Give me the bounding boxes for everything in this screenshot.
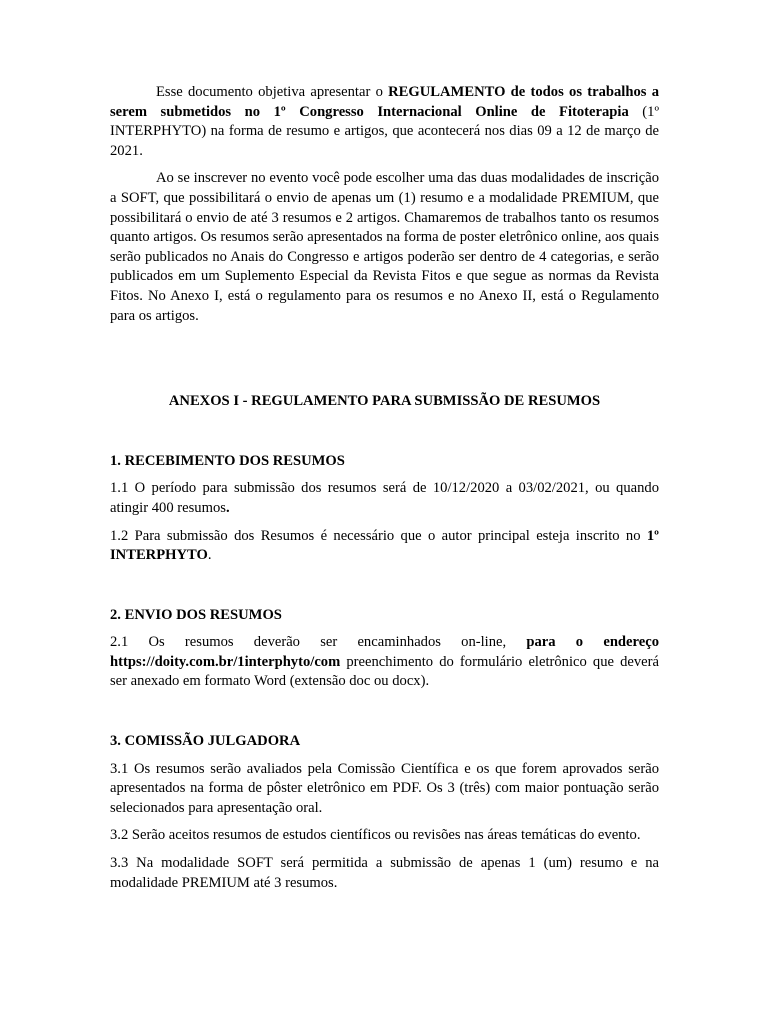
section-1-paragraph-2 <box>110 527 659 566</box>
section-3-paragraph-2: 3.2 Serão aceitos resumos de estudos científicos ou revisões nas áreas temáticas do evento. <box>110 827 641 844</box>
section-2-1-bold-address: para o endereço https://doity.com.br/1interphyto/com <box>110 634 659 670</box>
section-1-1-text: 1.1 O período para submissão dos resumos será de 10/12/2020 a 03/02/2021, ou quando atingir 400 resumos <box>110 480 659 516</box>
intro-bold-text: REGULAMENTO de todos os trabalhos a serem submetidos no 1º Congresso Internacional Online de Fitoterapia <box>110 84 659 120</box>
section-1-paragraph-1 <box>110 479 659 518</box>
section-1-2-bold: 1º INTERPHYTO <box>110 527 659 564</box>
section-3-paragraph-1: 3.1 Os resumos serão avaliados pela Comissão Científica e os que forem aprovados serão apresentados na forma de pôster eletrônico em PDF. Os 3 (três) com maior pontuação serão selecionados para apresentação oral. <box>110 760 659 816</box>
section-2-paragraph-1 <box>110 633 659 692</box>
intro-paragraph-2: Ao se inscrever no evento você pode escolher uma das duas modalidades de inscrição a SOFT, que possibilitará o envio de apenas um (1) resumo e a modalidade PREMIUM, que possibilitará o envio de até 3 resumos e 2 artigos. Chamaremos de trabalhos tanto os resumos quanto artigos. Os resumos serão apresentados na forma de poster eletrônico online, aos quais serão publicados no Anais do Congresso e artigos poderão ser dentro de 4 categorias, e serão publicados em um Suplemento Especial da Revista Fitos e que segue as normas da Revista Fitos. No Anexo I, está o regulamento para os resumos e no Anexo II, está o Regulamento para os artigos. <box>110 170 659 324</box>
document-page <box>110 83 659 893</box>
intro-paragraph-1 <box>110 83 659 161</box>
section-2-heading: 2. ENVIO DOS RESUMOS <box>110 606 282 623</box>
intro-text: Esse documento objetiva apresentar o <box>156 84 389 100</box>
section-3-paragraph-3: 3.3 Na modalidade SOFT será permitida a submissão de apenas 1 (um) resumo e na modalidade PREMIUM até 3 resumos. <box>110 855 659 891</box>
section-2-1-text: 2.1 Os resumos deverão ser encaminhados on-line, <box>110 634 527 651</box>
section-1-2-text: 1.2 Para submissão dos Resumos é necessário que o autor principal esteja inscrito no <box>110 527 647 544</box>
section-2-1-end: preenchimento do formulário eletrônico que deverá ser anexado em formato Word (extensão doc ou docx). <box>110 653 659 690</box>
section-1-2-end: . <box>207 547 212 564</box>
intro-text-end: (1º INTERPHYTO) na forma de resumo e artigos, que acontecerá nos dias 09 a 12 de março de 2021. <box>110 103 659 159</box>
section-1-1-bold-period: . <box>225 499 230 516</box>
annex-title: ANEXOS I - REGULAMENTO PARA SUBMISSÃO DE RESUMOS <box>168 393 601 410</box>
section-1-heading: 1. RECEBIMENTO DOS RESUMOS <box>110 452 345 469</box>
section-3-heading: 3. COMISSÃO JULGADORA <box>110 733 301 750</box>
